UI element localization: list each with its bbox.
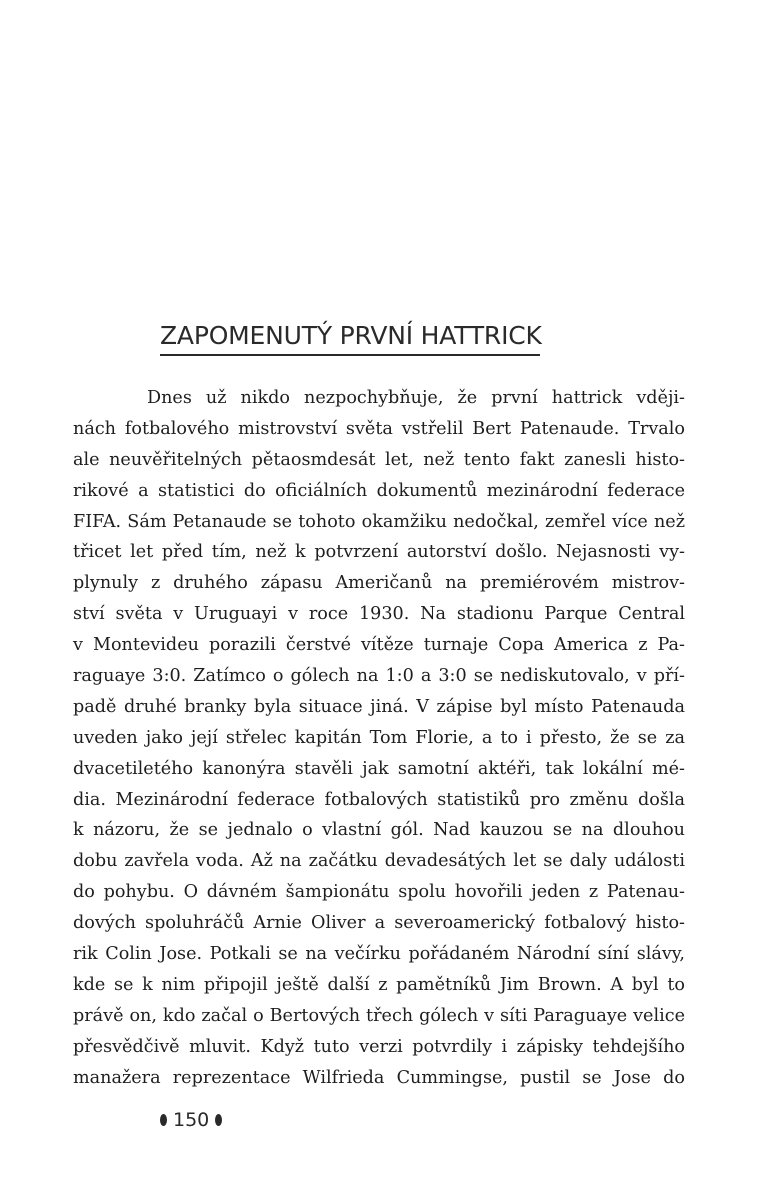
paragraph-line: přesvědčivě mluvit. Když tuto verzi potvrdily i zápisky tehdejšího: [73, 1036, 685, 1057]
paragraph-line: k názoru, že se jednalo o vlastní gól. Nad kauzou se na dlouhou: [73, 820, 685, 841]
paragraph-line: Dnes už nikdo nezpochybňuje, že první hattrick vději-: [147, 388, 685, 408]
bullet-dot-icon: [215, 1114, 222, 1126]
paragraph-line: rikové a statistici do oficiálních dokumentů mezinárodní federace: [73, 480, 685, 501]
paragraph-line: právě on, kdo začal o Bertových třech gólech v síti Paraguaye velice: [73, 1005, 685, 1026]
paragraph-line: raguaye 3:0. Zatímco o gólech na 1:0 a 3:0 se nediskutovalo, v pří-: [73, 666, 685, 687]
paragraph-line: dvacetiletého kanonýra stavěli jak samotní aktéři, tak lokální mé-: [73, 758, 685, 779]
paragraph-line: ství světa v Uruguayi v roce 1930. Na stadionu Parque Central: [73, 604, 685, 625]
paragraph-line: padě druhé branky byla situace jiná. V zápise byl místo Patenauda: [73, 696, 685, 717]
chapter-title: ZAPOMENUTÝ PRVNÍ HATTRICK: [160, 321, 542, 350]
paragraph-line: do pohybu. O dávném šampionátu spolu hovořili jeden z Patenau-: [73, 882, 685, 903]
paragraph-line: kde se k nim připojil ještě další z pamětníků Jim Brown. A byl to: [73, 974, 685, 995]
paragraph-line: ale neuvěřitelných pětaosmdesát let, než tento fakt zanesli histo-: [73, 449, 685, 470]
page-number-footer: [160, 1105, 222, 1135]
paragraph-line: plynuly z druhého zápasu Američanů na premiérovém mistrov-: [73, 573, 685, 594]
paragraph-line: FIFA. Sám Petanaude se tohoto okamžiku nedočkal, zemřel více než: [73, 511, 685, 532]
chapter-title-underline: [160, 354, 540, 356]
paragraph-line: manažera reprezentace Wilfrieda Cummingse, pustil se Jose do: [73, 1067, 685, 1088]
paragraph-line: dových spoluhráčů Arnie Oliver a severoamerický fotbalový histo-: [73, 913, 685, 934]
bullet-dot-icon: [160, 1114, 167, 1126]
paragraph-line: rik Colin Jose. Potkali se na večírku pořádaném Národní síní slávy,: [73, 944, 685, 965]
paragraph-line: dia. Mezinárodní federace fotbalových statistiků pro změnu došla: [73, 789, 685, 810]
paragraph-line: v Montevideu porazili čerstvé vítěze turnaje Copa America z Pa-: [73, 635, 685, 656]
paragraph-line: uveden jako její střelec kapitán Tom Florie, a to i přesto, že se za: [73, 727, 685, 748]
paragraph-line: nách fotbalového mistrovství světa vstřelil Bert Patenaude. Trvalo: [73, 418, 685, 439]
paragraph-line: dobu zavřela voda. Až na začátku devadesátých let se daly události: [73, 851, 685, 872]
paragraph-line: třicet let před tím, než k potvrzení autorství došlo. Nejasnosti vy-: [73, 542, 685, 563]
page-number: 150: [173, 1109, 210, 1131]
body-paragraph: [73, 383, 685, 1093]
